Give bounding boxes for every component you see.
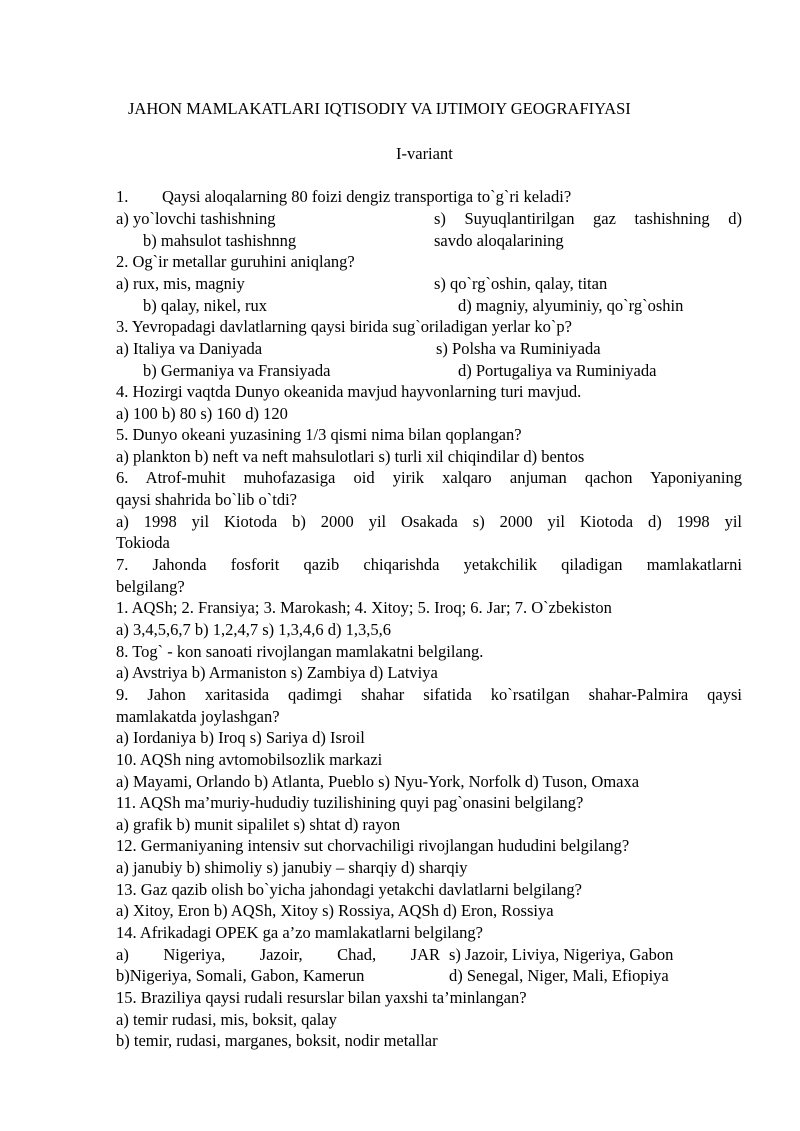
question-5-text: 5. Dunyo okeani yuzasining 1/3 qismi nima bilan qoplangan? [116,425,522,444]
question-6-text-line-2: qaysi shahrida bo`lib o`tdi? [116,490,298,509]
question-1-option-b: b) mahsulot tashishnng [143,231,297,250]
question-2-option-d: d) magniy, alyuminiy, qo`rg`oshin [458,296,684,315]
question-6-options-line-1: a) 1998 yil Kiotoda b) 2000 yil Osakada s) 2000 yil Kiotoda d) 1998 yil [116,512,742,531]
question-1-option-a: a) yo`lovchi tashishning [116,209,276,228]
question-7-text-line-1: 7. Jahonda fosforit qazib chiqarishda yetakchilik qiladigan mamlakatlarni [116,555,742,574]
question-3-option-d: d) Portugaliya va Ruminiyada [458,361,657,380]
question-14-option-d: d) Senegal, Niger, Mali, Efiopiya [449,966,669,985]
question-3-option-s: s) Polsha va Ruminiyada [436,339,601,358]
question-3-text: 3. Yevropadagi davlatlarning qaysi birida sug`oriladigan yerlar ko`p? [116,317,572,336]
question-13-text: 13. Gaz qazib olish bo`yicha jahondagi yetakchi davlatlarni belgilang? [116,880,582,899]
question-3-option-a: a) Italiya va Daniyada [116,339,263,358]
question-15-option-a: a) temir rudasi, mis, boksit, qalay [116,1010,337,1029]
variant-heading: I-variant [396,144,453,163]
question-9-options: a) Iordaniya b) Iroq s) Sariya d) Isroil [116,728,365,747]
question-10-options: a) Mayami, Orlando b) Atlanta, Pueblo s) Nyu-York, Norfolk d) Tuson, Omaxa [116,772,640,791]
question-2-option-b: b) qalay, nikel, rux [143,296,268,315]
question-7-options: a) 3,4,5,6,7 b) 1,2,4,7 s) 1,3,4,6 d) 1,3,5,6 [116,620,391,639]
question-3-option-b: b) Germaniya va Fransiyada [143,361,331,380]
page-title: JAHON MAMLAKATLARI IQTISODIY VA IJTIMOIY GEOGRAFIYASI [128,99,631,118]
question-2-option-s: s) qo`rg`oshin, qalay, titan [434,274,608,293]
question-1-option-d: savdo aloqalarining [434,231,564,250]
question-8-text: 8. Tog` - kon sanoati rivojlangan mamlakatni belgilang. [116,642,484,661]
question-15-option-b: b) temir, rudasi, marganes, boksit, nodir metallar [116,1031,438,1050]
question-8-options: a) Avstriya b) Armaniston s) Zambiya d) Latviya [116,663,438,682]
question-14-option-s: s) Jazoir, Liviya, Nigeriya, Gabon [449,945,674,964]
question-14-option-b: b)Nigeriya, Somali, Gabon, Kamerun [116,966,365,985]
question-7-text-line-2: belgilang? [116,577,185,596]
question-12-options: a) janubiy b) shimoliy s) janubiy – sharqiy d) sharqiy [116,858,468,877]
question-10-text: 10. AQSh ning avtomobilsozlik markazi [116,750,383,769]
question-9-text-line-2: mamlakatda joylashgan? [116,707,280,726]
question-14-text: 14. Afrikadagi OPEK ga a’zo mamlakatlarni belgilang? [116,923,484,942]
question-2-text: 2. Og`ir metallar guruhini aniqlang? [116,252,355,271]
question-9-text-line-1: 9. Jahon xaritasida qadimgi shahar sifatida ko`rsatilgan shahar-Palmira qaysi [116,685,742,704]
question-7-country-list: 1. AQSh; 2. Fransiya; 3. Marokash; 4. Xitoy; 5. Iroq; 6. Jar; 7. O`zbekiston [116,598,612,617]
question-14-option-a: a) Nigeriya, Jazoir, Chad, JAR [116,945,440,964]
question-6-text-line-1: 6. Atrof-muhit muhofazasiga oid yirik xalqaro anjuman qachon Yaponiyaning [116,468,742,487]
question-15-text: 15. Braziliya qaysi rudali resurslar bilan yaxshi ta’minlangan? [116,988,527,1007]
question-2-option-a: a) rux, mis, magniy [116,274,245,293]
question-1-option-s: s) Suyuqlantirilgan gaz tashishning d) [434,209,742,228]
question-5-options: a) plankton b) neft va neft mahsulotlari s) turli xil chiqindilar d) bentos [116,447,585,466]
question-11-text: 11. AQSh ma’muriy-hududiy tuzilishining quyi pag`onasini belgilang? [116,793,584,812]
question-4-text: 4. Hozirgi vaqtda Dunyo okeanida mavjud hayvonlarning turi mavjud. [116,382,582,401]
question-11-options: a) grafik b) munit sipalilet s) shtat d) rayon [116,815,401,834]
question-1-text: Qaysi aloqalarning 80 foizi dengiz transportiga to`g`ri keladi? [162,187,572,206]
question-12-text: 12. Germaniyaning intensiv sut chorvachiligi rivojlangan hududini belgilang? [116,836,630,855]
question-6-options-line-2: Tokioda [116,533,170,552]
question-4-options: a) 100 b) 80 s) 160 d) 120 [116,404,288,423]
question-1-number: 1. [116,187,129,206]
question-13-options: a) Xitoy, Eron b) AQSh, Xitoy s) Rossiya, AQSh d) Eron, Rossiya [116,901,554,920]
